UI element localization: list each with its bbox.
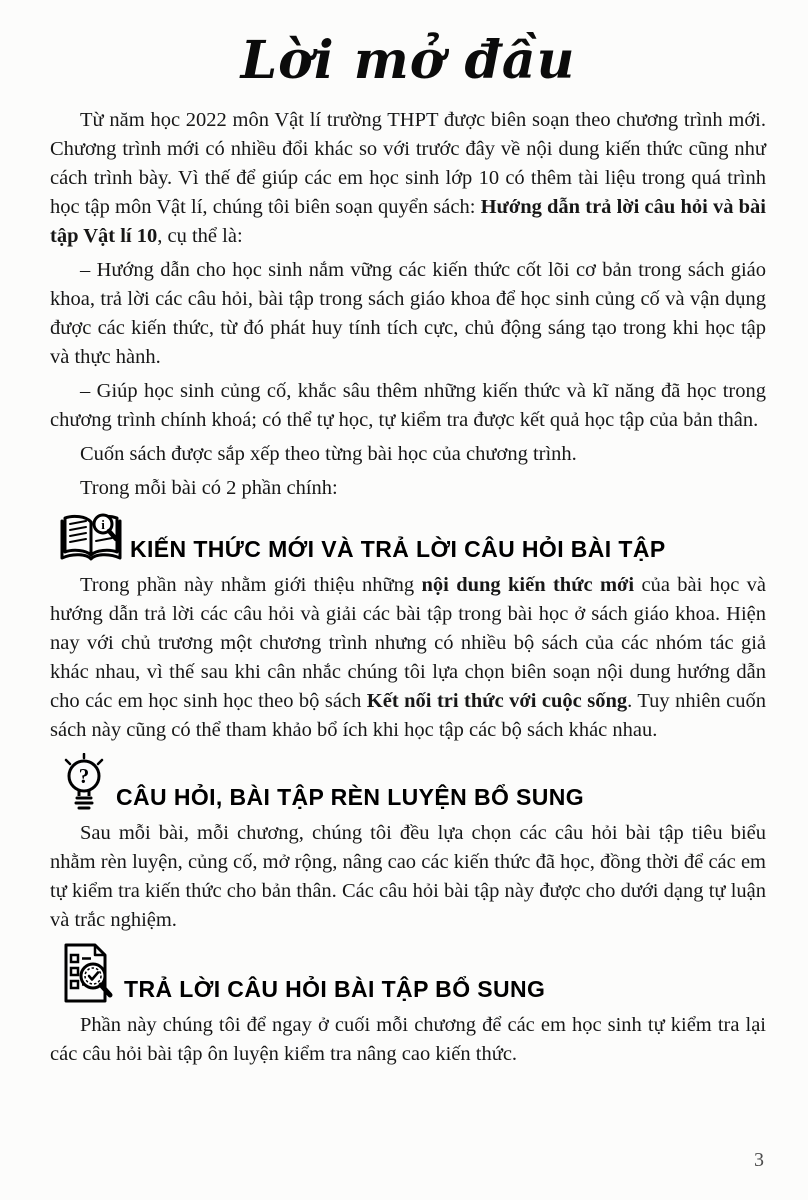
section-heading-label: CÂU HỎI, BÀI TẬP RÈN LUYỆN BỔ SUNG bbox=[116, 784, 585, 811]
section-heading-2 bbox=[60, 753, 766, 813]
text-run: Từ năm học 2022 môn Vật lí trường THPT được biên soạn theo chương trình mới. Chương trình mới có nhiều đổi khác so với trước đây về nội dung kiến thức cũng như cách trình bày. Vì thế để giúp các em học sinh lớp 10 có thêm tài liệu trong quá trình học tập môn Vật lí, chúng tôi biên soạn quyển sách: bbox=[50, 109, 766, 219]
book-title-bold: Hướng dẫn trả lời câu hỏi và bài tập Vật lí 10 bbox=[50, 196, 766, 248]
section-heading-1 bbox=[60, 511, 766, 565]
page-title: Lời mở đầu bbox=[240, 30, 576, 91]
bold-run: Kết nối tri thức với cuộc sống bbox=[366, 690, 628, 713]
intro-paragraph-1 bbox=[50, 106, 766, 251]
section-1-paragraph bbox=[50, 571, 766, 745]
svg-text:i: i bbox=[101, 517, 105, 533]
section-heading-label: KIẾN THỨC MỚI VÀ TRẢ LỜI CÂU HỎI BÀI TẬP bbox=[130, 536, 666, 563]
section-3-paragraph: Phần này chúng tôi để ngay ở cuối mỗi chương để các em học sinh tự kiểm tra lại các câu hỏi bài tập ôn luyện kiểm tra nâng cao kiến thức. bbox=[50, 1014, 766, 1066]
section-heading-label: TRẢ LỜI CÂU HỎI BÀI TẬP BỔ SUNG bbox=[124, 976, 546, 1003]
intro-bullet-1: – Hướng dẫn cho học sinh nắm vững các kiến thức cốt lõi cơ bản trong sách giáo khoa, trả lời các câu hỏi, bài tập trong sách giáo khoa để học sinh củng cố và vận dụng được các kiến thức, từ đó phát huy tính tích cực, chủ động sáng tạo trong khi học tập và thực hành. bbox=[50, 259, 766, 369]
section-2-paragraph: Sau mỗi bài, mỗi chương, chúng tôi đều lựa chọn các câu hỏi bài tập tiêu biểu nhằm rèn luyện, củng cố, mở rộng, nâng cao các kiến thức đã học, đồng thời để các em tự kiểm tra kiến thức cho bản thân. Các câu hỏi bài tập này được cho dưới dạng tự luận và trắc nghiệm. bbox=[50, 822, 766, 932]
text-run: . Tuy nhiên cuốn sách này cũng có thể tham khảo bổ ích khi học tập các bộ sách khác nhau. bbox=[50, 690, 767, 742]
text-run: Trong phần này nhằm giới thiệu những bbox=[80, 574, 422, 597]
text-run: của bài học và hướng dẫn trả lời các câu hỏi và giải các bài tập trong bài học ở sách giáo khoa. Hiện nay với chủ trương một chương trình nhưng có nhiều bộ sách của các nhóm tác giả khác nhau, vì thế sau khi cân nhắc chúng tôi lựa chọn biên soạn nội dung hướng dẫn cho các em học sinh học theo bộ sách bbox=[50, 574, 766, 713]
checklist-magnifier-icon bbox=[60, 943, 116, 1005]
intro-paragraph-2: Cuốn sách được sắp xếp theo từng bài học của chương trình. bbox=[80, 443, 577, 466]
svg-text:?: ? bbox=[78, 764, 90, 789]
text-run: , cụ thể là: bbox=[157, 225, 243, 248]
intro-paragraph-3: Trong mỗi bài có 2 phần chính: bbox=[80, 477, 338, 500]
bold-run: nội dung kiến thức mới bbox=[421, 574, 635, 597]
section-heading-3 bbox=[60, 943, 766, 1005]
lightbulb-question-icon bbox=[60, 753, 108, 813]
open-book-magnifier-icon bbox=[60, 511, 122, 565]
intro-bullet-2: – Giúp học sinh củng cố, khắc sâu thêm những kiến thức và kĩ năng đã học trong chương trình chính khoá; có thể tự học, tự kiểm tra được kết quả học tập của bản thân. bbox=[50, 380, 766, 432]
page-number: 3 bbox=[754, 1149, 764, 1171]
